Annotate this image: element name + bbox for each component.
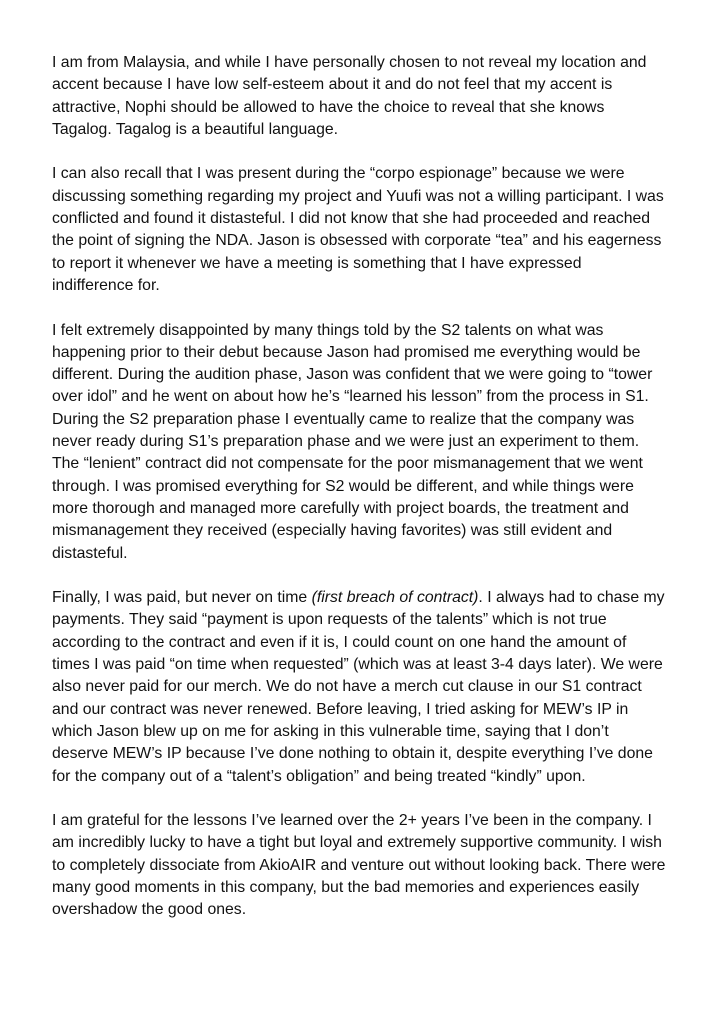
document-page <box>52 52 666 922</box>
breach-of-contract-italic: (first breach of contract) <box>311 589 479 607</box>
payment-text-start: Finally, I was paid, but never on time <box>52 589 312 607</box>
payment-text-rest: . I always had to chase my payments. They said “payment is upon requests of the talents” which is not true according to the contract and even if it is, I could count on one hand the amount of times I was paid “on time when requested” (which was at least 3-4 days later). We were also never paid for our merch. We do not have a merch cut clause in our S1 contract and our contract was never renewed. Before leaving, I tried asking for MEW’s IP in which Jason blew up on me for asking in this vulnerable time, saying that I don’t deserve MEW’s IP because I’ve done nothing to obtain it, despite everything I’ve done for the company out of a “talent’s obligation” and being treated “kindly” upon. <box>52 589 665 785</box>
paragraph-payment-breach <box>52 587 666 788</box>
paragraph-corpo-espionage: I can also recall that I was present during the “corpo espionage” because we were discussing something regarding my project and Yuufi was not a willing participant. I was conflicted and found it distasteful. I did not know that she had proceeded and reached the point of signing the NDA. Jason is obsessed with corporate “tea” and his eagerness to report it whenever we have a meeting is something that I have expressed indifference for. <box>52 165 664 294</box>
paragraph-malaysia-accent: I am from Malaysia, and while I have personally chosen to not reveal my location and accent because I have low self-esteem about it and do not feel that my accent is attractive, Nophi should be allowed to have the choice to reveal that she knows Tagalog. Tagalog is a beautiful language. <box>52 54 647 138</box>
paragraph-gratitude-closing: I am grateful for the lessons I’ve learned over the 2+ years I’ve been in the company. I am incredibly lucky to have a tight but loyal and extremely supportive community. I wish to completely dissociate from AkioAIR and venture out without looking back. There were many good moments in this company, but the bad memories and experiences easily overshadow the good ones. <box>52 812 666 919</box>
paragraph-s2-disappointment: I felt extremely disappointed by many things told by the S2 talents on what was happening prior to their debut because Jason had promised me everything would be different. During the audition phase, Jason was confident that we were going to “tower over idol” and he went on about how he’s “learned his lesson” from the process in S1. During the S2 preparation phase I eventually came to realize that the company was never ready during S1’s preparation phase and we were just an experiment to them. The “lenient” contract did not compensate for the poor mismanagement that we went through. I was promised everything for S2 would be different, and while things were more thorough and managed more carefully with project boards, the treatment and mismanagement they received (especially having favorites) was still evident and distasteful. <box>52 321 653 562</box>
